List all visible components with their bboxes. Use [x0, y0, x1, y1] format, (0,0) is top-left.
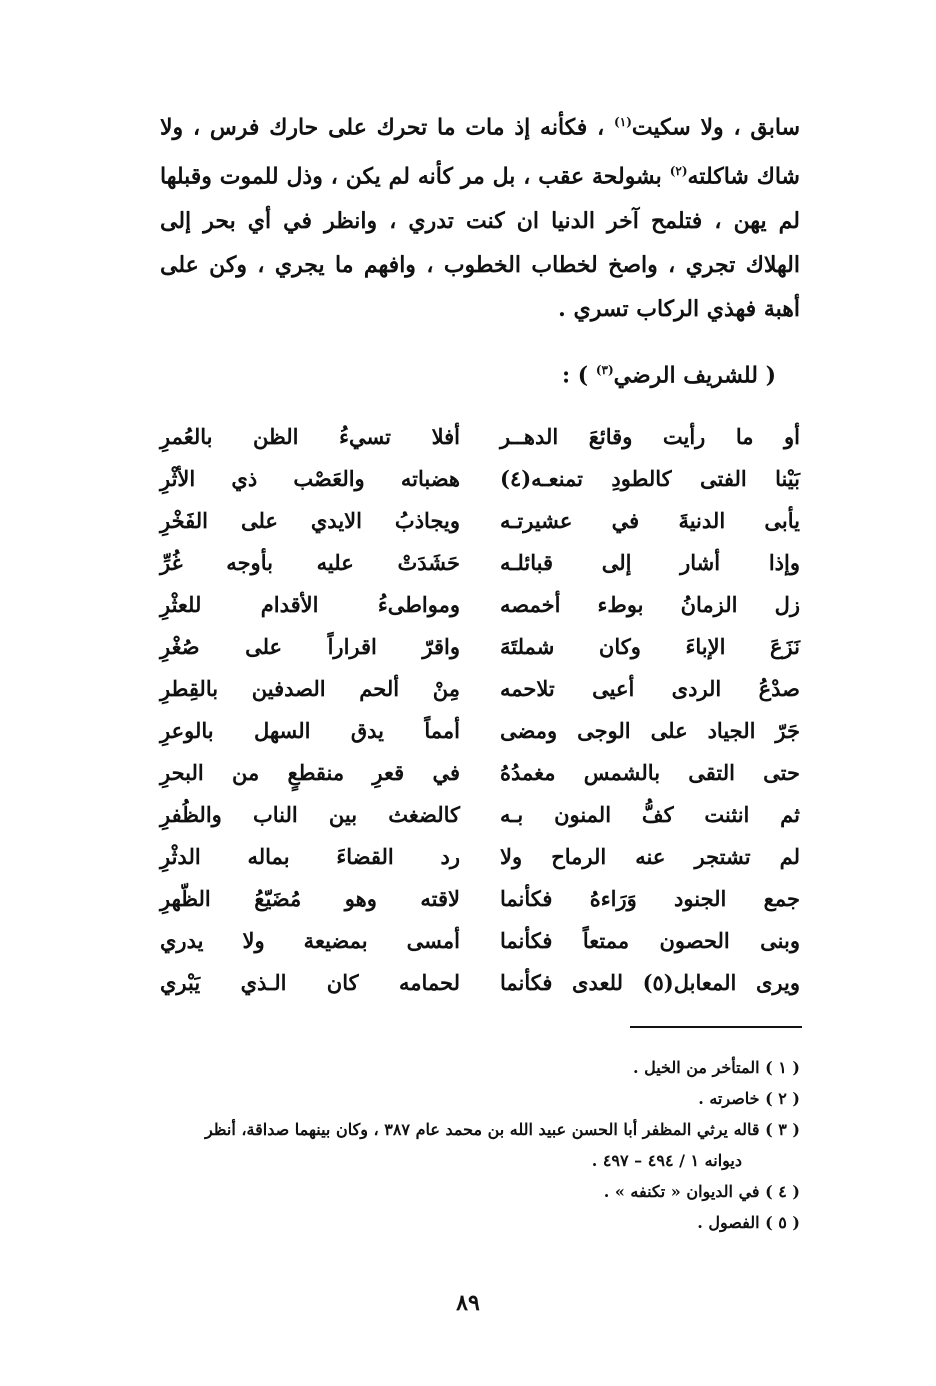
poem-verse: [160, 458, 800, 500]
verse-second-hemistich: هضباته والعَصْب ذي الأثْرِ: [160, 466, 460, 491]
verse-first-hemistich: ثم انثنت كفُّ المنون بـه: [500, 802, 800, 827]
verse-first-hemistich: نَزَعَ الإباءَ وكان شملتَهَ: [500, 634, 800, 659]
verse-second-hemistich: حَشَدَتْ عليه بأوجه غُرِّ: [160, 550, 460, 575]
poem-verse: [160, 626, 800, 668]
body-paragraph: [160, 100, 800, 331]
verse-second-hemistich: واقرّ اقراراً على صُغْرِ: [160, 634, 460, 659]
poem-verse: [160, 962, 800, 1004]
verse-first-hemistich: يأبى الدنيةَ في عشيرتـه: [500, 508, 800, 533]
paragraph-text-1: سابق ، ولا سكيت: [631, 114, 800, 141]
poem-verse: [160, 710, 800, 752]
poem-verse: [160, 752, 800, 794]
poem-verse: [160, 416, 800, 458]
footnote: ( ٤ ) في الديوان « تكنفه » .: [603, 1182, 800, 1201]
verse-first-hemistich: حتى التقى بالشمس مغمدُهُ: [500, 760, 800, 785]
verse-second-hemistich: في قعرِ منقطعٍ من البحرِ: [160, 760, 460, 785]
verse-second-hemistich: لاقته وهو مُضَيّعُ الظّهرِ: [160, 886, 460, 911]
verse-first-hemistich: جمع الجنود وَرَاءهُ فكأنما: [500, 886, 800, 911]
poem-heading-close: ) :: [561, 362, 596, 389]
verse-second-hemistich: ومواطىءُ الأقدام للعثْرِ: [160, 592, 460, 617]
poem-verse: [160, 878, 800, 920]
footnote: ( ٥ ) الفصول .: [697, 1213, 800, 1232]
verse-first-hemistich: أو ما رأيت وقائعَ الدهــر: [500, 424, 800, 449]
footnote-divider: [630, 1026, 802, 1028]
poem-heading: [562, 352, 776, 393]
page-number: ٨٩: [456, 1290, 480, 1316]
poem-verse: [160, 668, 800, 710]
poem-verse: [160, 794, 800, 836]
footnote: ( ٢ ) خاصرته .: [698, 1089, 800, 1108]
footnote-marker-2: (٢): [669, 164, 688, 179]
verse-first-hemistich: ويرى المعابل(٥) للعدى فكأنما: [500, 970, 800, 995]
verse-first-hemistich: صدْعُ الردى أعيى تلاحمه: [500, 676, 800, 701]
verse-second-hemistich: لحمامه كان الـذي يَبْري: [160, 970, 460, 995]
verse-first-hemistich: لم تشتجر عنه الرماح ولا: [500, 844, 800, 869]
poem: [160, 416, 800, 1004]
verse-second-hemistich: ويجاذبُ الايدي على الفَخْرِ: [160, 508, 460, 533]
verse-first-hemistich: زل الزمانُ بوطء أخمصه: [500, 592, 800, 617]
verse-first-hemistich: وإذا أشار إلى قبائلـه: [500, 550, 800, 575]
footnote-continuation: ديوانه ١ / ٤٩٤ – ٤٩٧ .: [591, 1151, 742, 1170]
paragraph-text-2: ، فكأنه إذ مات ما تحرك على حارك فرس ، ولا شاك شاكلته: [160, 114, 800, 190]
verse-first-hemistich: جَرّ الجياد على الوجى ومضى: [500, 718, 800, 743]
poem-verse: [160, 500, 800, 542]
footnotes: [160, 1052, 800, 1238]
paragraph-text-3: بشولحة عقب ، بل مر كأنه لم يكن ، وذل للموت وقبلها لم يهن ، فتلمح آخر الدنيا ان كنت تدري ، وانظر في أي بحر إلى الهلاك تجري ، واصخ لخطاب الخطوب ، وافهم ما يجري ، وكن على أهبة فهذي الركاب تسري .: [160, 163, 800, 322]
poem-verse: [160, 542, 800, 584]
verse-first-hemistich: بَيْنا الفتى كالطودِ تمنعـه(٤): [500, 466, 800, 491]
footnote-marker-1: (١): [614, 115, 632, 129]
verse-second-hemistich: أفلا تسيءُ الظن بالعُمرِ: [160, 424, 460, 449]
poem-heading-text: ( للشريف الرضي: [613, 362, 776, 389]
verse-second-hemistich: كالضغث بين الناب والظُفرِ: [160, 802, 460, 827]
verse-second-hemistich: مِنْ ألحم الصدفين بالقِطرِ: [160, 676, 460, 701]
verse-second-hemistich: أمسى بمضيعة ولا يدري: [160, 928, 460, 953]
footnote: ( ٣ ) قاله يرثي المظفر أبا الحسن عبيد الله بن محمد عام ٣٨٧ ، وكان بينهما صداقة، أنظر: [204, 1120, 800, 1139]
poem-verse: [160, 584, 800, 626]
verse-first-hemistich: وبنى الحصون ممتعاً فكأنما: [500, 928, 800, 953]
footnote-marker-3: (٣): [595, 363, 614, 377]
poem-verse: [160, 836, 800, 878]
footnote: ( ١ ) المتأخر من الخيل .: [632, 1058, 800, 1077]
poem-verse: [160, 920, 800, 962]
verse-second-hemistich: رد القضاءَ بماله الدثْرِ: [160, 844, 460, 869]
verse-second-hemistich: أمماً يدق السهل بالوعرِ: [160, 718, 460, 743]
